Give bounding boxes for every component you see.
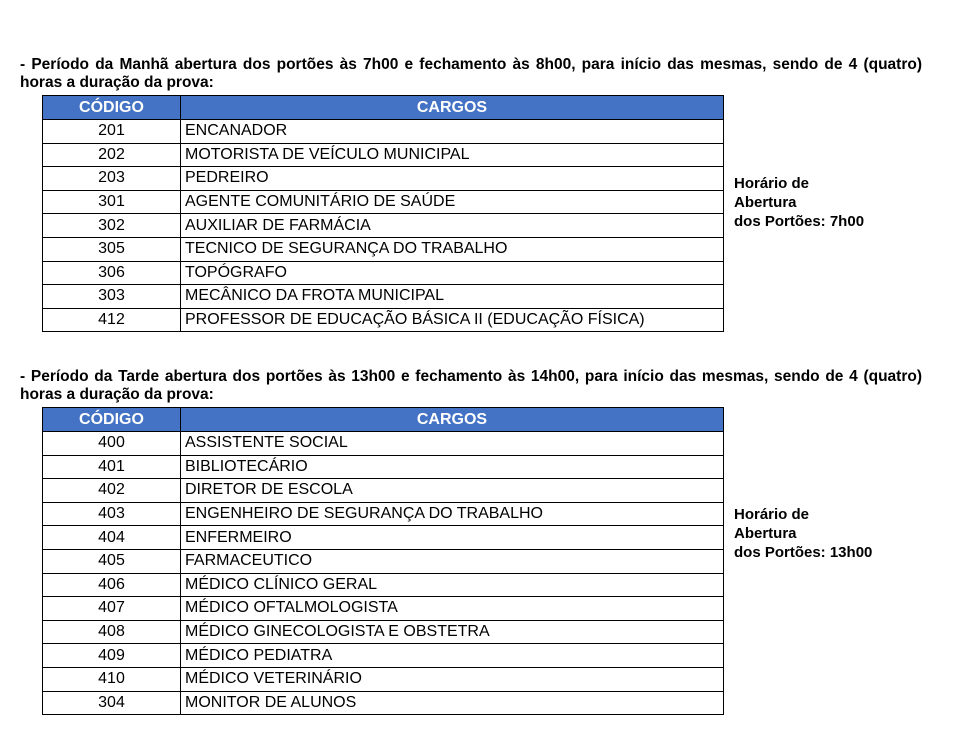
role-code: 203 bbox=[43, 167, 181, 191]
opening-line: Horário de bbox=[734, 175, 810, 192]
table-row bbox=[43, 308, 724, 332]
roles-column-header: CARGOS bbox=[181, 96, 724, 120]
role-code: 402 bbox=[43, 479, 181, 503]
morning-roles-table bbox=[42, 95, 724, 332]
role-code: 404 bbox=[43, 526, 181, 550]
code-column-header: CÓDIGO bbox=[43, 408, 181, 432]
role-code: 306 bbox=[43, 261, 181, 285]
role-name: ASSISTENTE SOCIAL bbox=[181, 432, 724, 456]
role-code: 202 bbox=[43, 143, 181, 167]
role-name: MÉDICO VETERINÁRIO bbox=[181, 667, 724, 691]
opening-line: Horário de bbox=[734, 506, 810, 523]
table-row bbox=[43, 120, 724, 144]
role-name: TECNICO DE SEGURANÇA DO TRABALHO bbox=[181, 237, 724, 261]
table-row bbox=[43, 597, 724, 621]
table-row bbox=[43, 549, 724, 573]
role-name: ENFERMEIRO bbox=[181, 526, 724, 550]
role-code: 409 bbox=[43, 644, 181, 668]
opening-line: dos Portões: 7h00 bbox=[734, 213, 865, 230]
table-row bbox=[43, 432, 724, 456]
role-name: TOPÓGRAFO bbox=[181, 261, 724, 285]
role-code: 303 bbox=[43, 285, 181, 309]
role-name: MÉDICO PEDIATRA bbox=[181, 644, 724, 668]
afternoon-period-intro: - Período da Tarde abertura dos portões às 13h00 e fechamento às 14h00, para início das mesmas, sendo de 4 (quatro) horas a duração da prova: bbox=[20, 367, 922, 403]
role-name: MÉDICO GINECOLOGISTA E OBSTETRA bbox=[181, 620, 724, 644]
afternoon-roles-table bbox=[42, 407, 724, 715]
table-row bbox=[43, 143, 724, 167]
table-header-row bbox=[43, 96, 724, 120]
role-name: MOTORISTA DE VEÍCULO MUNICIPAL bbox=[181, 143, 724, 167]
afternoon-opening-time bbox=[734, 505, 872, 562]
opening-line: dos Portões: 13h00 bbox=[734, 544, 873, 561]
role-code: 400 bbox=[43, 432, 181, 456]
role-name: MÉDICO OFTALMOLOGISTA bbox=[181, 597, 724, 621]
role-code: 407 bbox=[43, 597, 181, 621]
opening-line: Abertura bbox=[734, 194, 797, 211]
role-code: 305 bbox=[43, 237, 181, 261]
morning-opening-time bbox=[734, 174, 864, 231]
role-name: ENGENHEIRO DE SEGURANÇA DO TRABALHO bbox=[181, 502, 724, 526]
table-row bbox=[43, 667, 724, 691]
role-code: 403 bbox=[43, 502, 181, 526]
table-row bbox=[43, 190, 724, 214]
role-code: 401 bbox=[43, 455, 181, 479]
role-code: 301 bbox=[43, 190, 181, 214]
opening-line: Abertura bbox=[734, 525, 797, 542]
role-name: FARMACEUTICO bbox=[181, 549, 724, 573]
role-name: ENCANADOR bbox=[181, 120, 724, 144]
table-row bbox=[43, 167, 724, 191]
role-code: 406 bbox=[43, 573, 181, 597]
table-row bbox=[43, 214, 724, 238]
table-row bbox=[43, 644, 724, 668]
role-code: 412 bbox=[43, 308, 181, 332]
table-row bbox=[43, 261, 724, 285]
role-code: 304 bbox=[43, 691, 181, 715]
table-row bbox=[43, 455, 724, 479]
role-code: 201 bbox=[43, 120, 181, 144]
table-row bbox=[43, 620, 724, 644]
role-name: DIRETOR DE ESCOLA bbox=[181, 479, 724, 503]
table-header-row bbox=[43, 408, 724, 432]
role-name: PEDREIRO bbox=[181, 167, 724, 191]
table-row bbox=[43, 479, 724, 503]
table-row bbox=[43, 526, 724, 550]
roles-column-header: CARGOS bbox=[181, 408, 724, 432]
role-code: 405 bbox=[43, 549, 181, 573]
role-name: AUXILIAR DE FARMÁCIA bbox=[181, 214, 724, 238]
role-code: 408 bbox=[43, 620, 181, 644]
role-name: MONITOR DE ALUNOS bbox=[181, 691, 724, 715]
role-name: MÉDICO CLÍNICO GERAL bbox=[181, 573, 724, 597]
morning-period-intro: - Período da Manhã abertura dos portões às 7h00 e fechamento às 8h00, para início das mesmas, sendo de 4 (quatro) horas a duração da prova: bbox=[20, 55, 922, 91]
code-column-header: CÓDIGO bbox=[43, 96, 181, 120]
table-row bbox=[43, 691, 724, 715]
role-name: AGENTE COMUNITÁRIO DE SAÚDE bbox=[181, 190, 724, 214]
table-row bbox=[43, 285, 724, 309]
role-code: 410 bbox=[43, 667, 181, 691]
table-row bbox=[43, 502, 724, 526]
table-row bbox=[43, 237, 724, 261]
table-row bbox=[43, 573, 724, 597]
role-name: MECÂNICO DA FROTA MUNICIPAL bbox=[181, 285, 724, 309]
role-code: 302 bbox=[43, 214, 181, 238]
role-name: PROFESSOR DE EDUCAÇÃO BÁSICA II (EDUCAÇÃO FÍSICA) bbox=[181, 308, 724, 332]
role-name: BIBLIOTECÁRIO bbox=[181, 455, 724, 479]
